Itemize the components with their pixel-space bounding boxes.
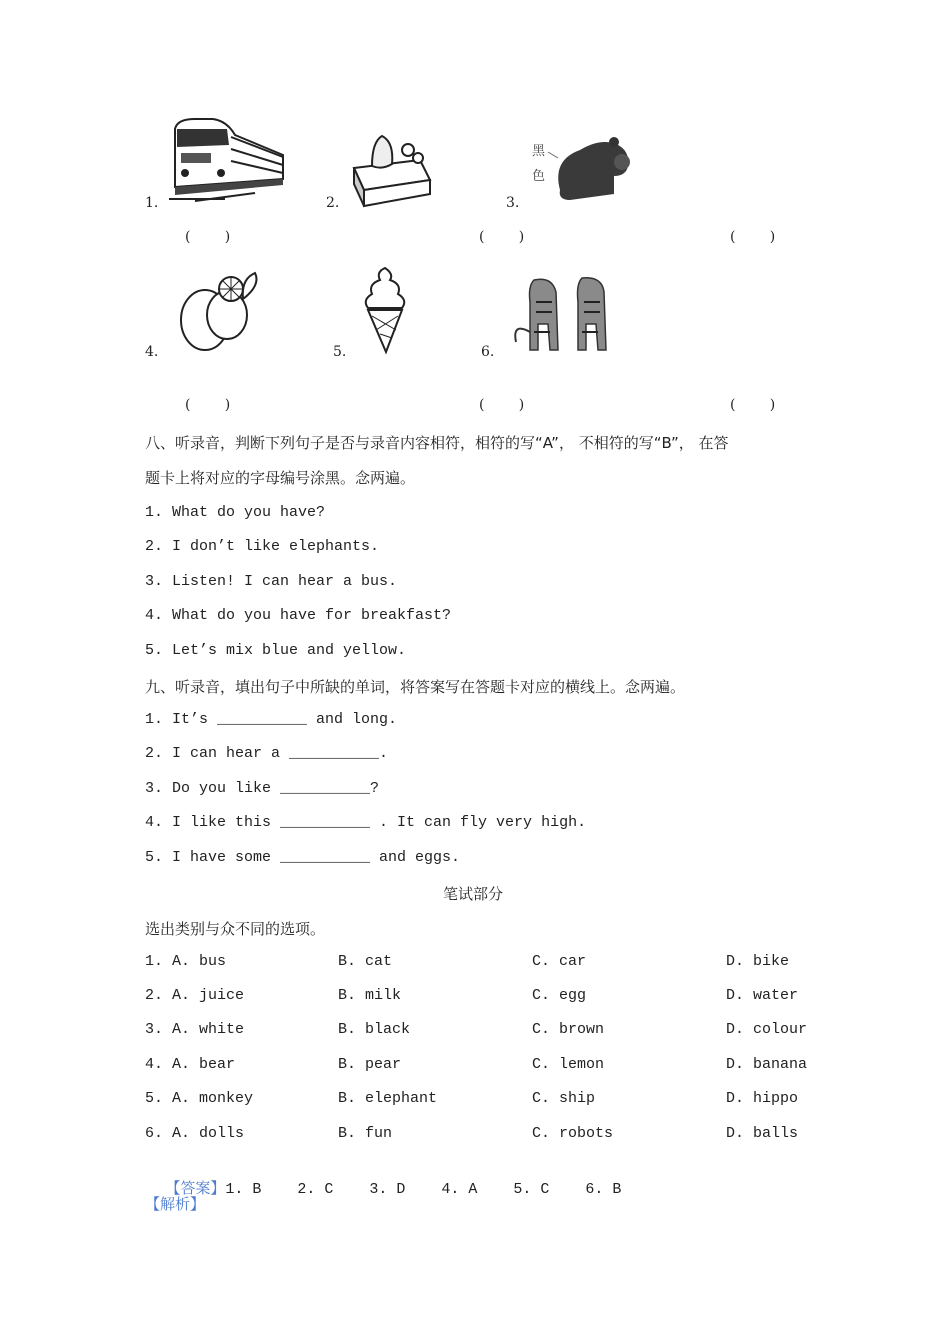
answer-blank[interactable]: ( ): [185, 229, 233, 245]
option-cell: B. pear: [338, 1056, 402, 1073]
picture-number: 6.: [481, 344, 495, 360]
answer-blank[interactable]: ( ): [730, 229, 778, 245]
option-cell: D. water: [726, 987, 799, 1004]
bear-picture: [530, 130, 635, 210]
tigers-picture: [508, 272, 618, 356]
answer-blank[interactable]: ( ): [479, 229, 527, 245]
section8-heading-line1: 八、听录音，判断下列句子是否与录音内容相符，相符的写“A”， 不相符的写“B”， 在答: [145, 434, 729, 452]
section9-item: 5. I have some __________ and eggs.: [145, 849, 461, 866]
option-cell: B. black: [338, 1021, 411, 1038]
option-cell: 1. A. bus: [145, 953, 227, 970]
section8-heading-line2: 题卡上将对应的字母编号涂黑。念两遍。: [145, 469, 416, 487]
picture-number: 1.: [145, 195, 159, 211]
option-cell: C. lemon: [532, 1056, 605, 1073]
section9-item: 4. I like this __________ . It can fly very high.: [145, 814, 587, 831]
answer-blank[interactable]: ( ): [730, 397, 778, 413]
section9-heading: 九、听录音，填出句子中所缺的单词，将答案写在答题卡对应的横线上。念两遍。: [145, 678, 686, 696]
section8-item: 3. Listen! I can hear a bus.: [145, 573, 398, 590]
picture-number: 4.: [145, 344, 159, 360]
analysis-tag: 【解析】: [145, 1195, 206, 1213]
option-cell: C. car: [532, 953, 587, 970]
option-cell: C. ship: [532, 1090, 596, 1107]
answer-line: [145, 1158, 621, 1217]
bear-label-char: 黑: [532, 144, 546, 159]
train-picture: [165, 115, 290, 205]
option-cell: B. elephant: [338, 1090, 438, 1107]
option-cell: 3. A. white: [145, 1021, 245, 1038]
section8-item: 5. Let’s mix blue and yellow.: [145, 642, 407, 659]
option-cell: B. cat: [338, 953, 393, 970]
option-cell: D. balls: [726, 1125, 799, 1142]
ice-cream-picture: [360, 264, 410, 356]
option-cell: 5. A. monkey: [145, 1090, 254, 1107]
section8-item: 2. I don’t like elephants.: [145, 538, 380, 555]
answer-blank[interactable]: ( ): [479, 397, 527, 413]
option-cell: D. bike: [726, 953, 790, 970]
option-cell: 2. A. juice: [145, 987, 245, 1004]
answer-text: 1. B 2. C 3. D 4. A 5. C 6. B: [225, 1181, 622, 1198]
option-cell: C. brown: [532, 1021, 605, 1038]
section9-item: 3. Do you like __________?: [145, 780, 380, 797]
picture-number: 3.: [506, 195, 520, 211]
option-cell: D. banana: [726, 1056, 808, 1073]
option-cell: D. colour: [726, 1021, 808, 1038]
written-title: 笔试部分: [443, 885, 504, 903]
option-cell: B. fun: [338, 1125, 393, 1142]
option-cell: 4. A. bear: [145, 1056, 236, 1073]
section8-item: 4. What do you have for breakfast?: [145, 607, 452, 624]
bear-label-char: 色: [532, 169, 546, 184]
answer-tag: 【答案】: [165, 1179, 226, 1197]
option-cell: 6. A. dolls: [145, 1125, 245, 1142]
answer-blank[interactable]: ( ): [185, 397, 233, 413]
section9-item: 1. It’s __________ and long.: [145, 711, 398, 728]
picture-number: 5.: [333, 344, 347, 360]
section8-item: 1. What do you have?: [145, 504, 326, 521]
option-cell: C. egg: [532, 987, 587, 1004]
section9-item: 2. I can hear a __________.: [145, 745, 389, 762]
cake-picture: [350, 128, 435, 210]
picture-number: 2.: [326, 195, 340, 211]
option-cell: D. hippo: [726, 1090, 799, 1107]
written-instruction: 选出类别与众不同的选项。: [145, 920, 326, 938]
option-cell: B. milk: [338, 987, 402, 1004]
option-cell: C. robots: [532, 1125, 614, 1142]
lemon-picture: [175, 265, 265, 355]
